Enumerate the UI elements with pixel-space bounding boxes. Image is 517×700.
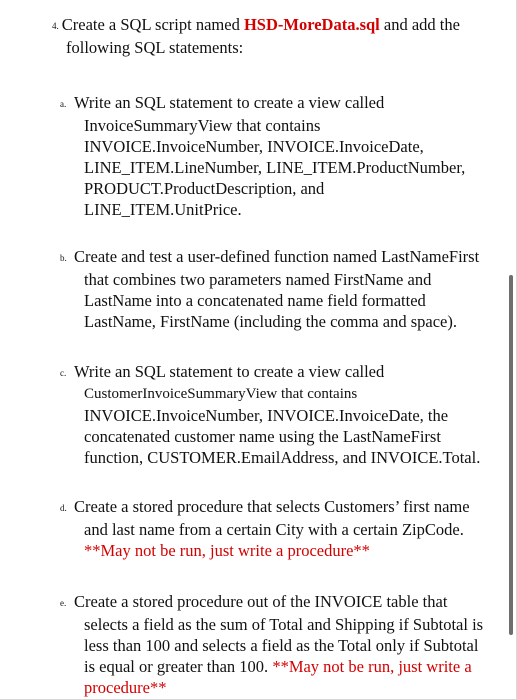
question-heading: [52, 14, 492, 58]
item-marker: e.: [60, 598, 67, 608]
item-a: [60, 92, 500, 220]
item-line: Write an SQL statement to create a view called: [74, 362, 385, 381]
item-line: Write an SQL statement to create a view called: [74, 93, 385, 112]
item-line: PRODUCT.ProductDescription, and: [84, 179, 325, 198]
item-line: LastName into a concatenated name field formatted: [84, 291, 426, 310]
item-line: INVOICE.InvoiceNumber, INVOICE.InvoiceDate, the: [84, 406, 449, 425]
item-line: Create and test a user-defined function named LastNameFirst: [74, 247, 480, 266]
item-line: that combines two parameters named FirstName and: [84, 270, 432, 289]
item-line: CustomerInvoiceSummaryView that contains: [84, 386, 358, 402]
item-marker: b.: [60, 253, 67, 263]
item-line: concatenated customer name using the LastNameFirst: [84, 427, 441, 446]
item-note: **May not be run, just write a: [272, 657, 472, 676]
item-e: [60, 591, 500, 698]
item-line: less than 100 and selects a field as the Total only if Subtotal: [84, 636, 479, 655]
item-line: is equal or greater than 100.: [84, 657, 273, 676]
scrollbar-thumb[interactable]: [509, 275, 513, 635]
intro-text: Create a SQL script named: [61, 15, 244, 34]
item-line: InvoiceSummaryView that contains: [84, 116, 321, 135]
item-line: Create a stored procedure out of the INVOICE table that: [74, 592, 448, 611]
item-line: selects a field as the sum of Total and Shipping if Subtotal is: [84, 615, 484, 634]
item-marker: c.: [60, 368, 67, 378]
item-line: and last name from a certain City with a certain ZipCode.: [84, 520, 464, 539]
item-marker: d.: [60, 503, 67, 513]
item-note: **May not be run, just write a procedure**: [84, 541, 370, 560]
item-note: procedure**: [84, 678, 167, 697]
item-line: LastName, FirstName (including the comma and space).: [84, 312, 457, 331]
item-line: LINE_ITEM.UnitPrice.: [84, 200, 242, 219]
item-line: LINE_ITEM.LineNumber, LINE_ITEM.ProductNumber,: [84, 158, 466, 177]
item-line: INVOICE.InvoiceNumber, INVOICE.InvoiceDate,: [84, 137, 424, 156]
intro-line-2: following SQL statements:: [66, 38, 244, 57]
item-b: [60, 246, 500, 332]
item-d: [60, 496, 500, 561]
script-filename: HSD-MoreData.sql: [243, 15, 380, 34]
item-line: Create a stored procedure that selects Customers’ first name: [74, 497, 470, 516]
item-line: function, CUSTOMER.EmailAddress, and INVOICE.Total.: [84, 448, 481, 467]
item-marker: a.: [60, 99, 67, 109]
intro-text-tail: and add the: [379, 15, 460, 34]
item-c: [60, 361, 500, 468]
question-number: 4.: [52, 21, 59, 31]
